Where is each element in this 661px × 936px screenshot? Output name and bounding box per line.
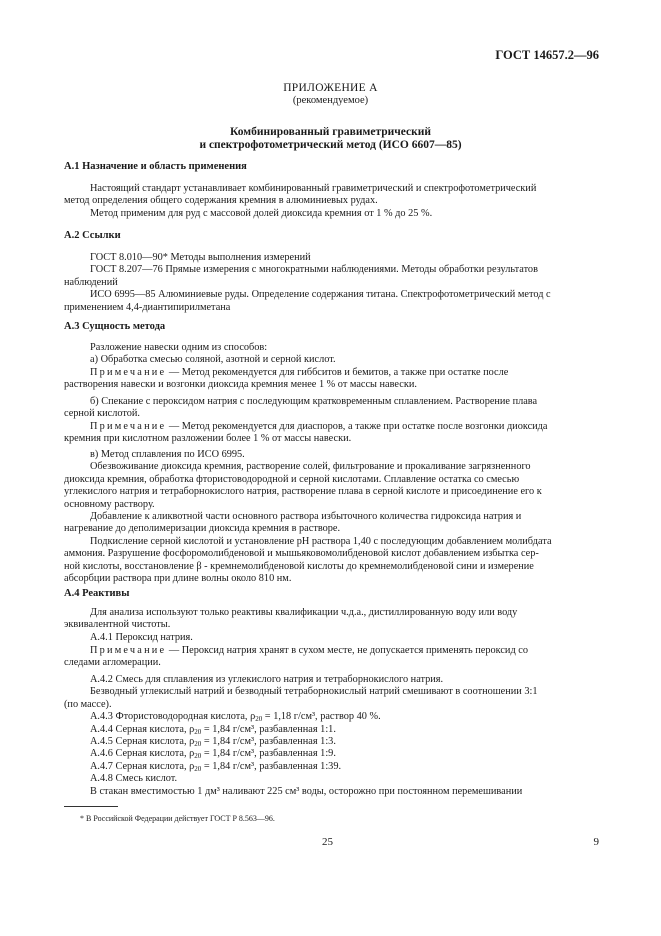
section-a3-item-c [64,449,600,585]
paragraph: основному раствору. [64,498,155,510]
paragraph: ной кислоты, восстановление β - кремнемолибденовой кислоты до кремнемолибденовой сини и измерение [64,560,534,572]
section-a4 [64,588,600,600]
paragraph: Добавление к аликвотной части основного раствора избыточного количества гидроксида натрия и [90,511,522,523]
method-title-line2: и спектрофотометрический метод (ИСО 6607—85) [199,139,462,151]
paragraph: б) Спекание с пероксидом натрия с последующим кратковременным сплавлением. Растворение плава [90,396,538,407]
reagent-item: А.4.6 Серная кислота, $\rho_{20} = 1,84$ г/см³, разбавленная 1:9. [90,748,336,761]
note-text: — Метод рекомендуется для диаспоров, а также при остатке после возгонки диоксида [166,421,548,432]
reagent-item: А.4.3 Фтористоводородная кислота, $\rho_{20} = 1,18$ г/см³, раствор 40 %. [90,711,381,724]
reference-item: ГОСТ 8.010—90* Методы выполнения измерений [90,252,311,263]
section-heading: А.1 Назначение и область применения [64,161,247,172]
reagent-item: А.4.4 Серная кислота, $\rho_{20} = 1,84$ г/см³, разбавленная 1:1. [90,723,336,736]
note-line [64,421,600,433]
paragraph: В стакан вместимостью 1 дм³ наливают 225 см³ воды, осторожно при постоянном перемешивании [90,785,523,797]
page-number-right: 9 [593,836,599,848]
reference-item: применением 4,4-диантипирилметана [64,301,231,313]
note-line [64,645,600,657]
paragraph: Безводный углекислый натрий и безводный тетраборнокислый натрий смешивают в соотношении 3:1 [90,686,538,698]
paragraph: эквивалентной чистоты. [64,619,171,631]
paragraph: метод определения общего содержания кремния в алюминиевых рудах. [64,195,378,207]
paragraph: Разложение навески одним из способов: [90,342,268,353]
section-a4-body [64,607,600,644]
reference-item: наблюдений [64,276,118,288]
paragraph: углекислого натрия и тетраборнокислого натрия, растворение плава в серной кислоте и присоединение его к [64,486,542,498]
reagent-item: А.4.8 Смесь кислот. [90,773,178,785]
paragraph: Метод применим для руд с массовой долей диоксида кремния от 1 % до 25 %. [90,207,433,219]
reagent-item: А.4.7 Серная кислота, $\rho_{20} = 1,84$ г/см³, разбавленная 1:39. [90,760,342,773]
paragraph: Подкисление серной кислотой и установление pH раствора 1,40 с последующим добавлением молибдата [90,535,552,547]
paragraph: Для анализа используют только реактивы квалификации ч.д.а., дистиллированную воду или воду [90,607,518,618]
paragraph: Обезвоживание диоксида кремния, растворение солей, фильтрование и прокаливание загрязненного [90,461,531,473]
paragraph: А.4.1 Пероксид натрия. [90,631,193,643]
method-title-line1: Комбинированный гравиметрический [230,126,431,138]
note-text: — Пероксид натрия хранят в сухом месте, не допускается применять пероксид со [166,645,528,656]
reference-item: ИСО 6995—85 Алюминиевые руды. Определение содержания титана. Спектрофотометрический метод с [90,289,551,301]
section-a1 [64,161,600,173]
reference-item: ГОСТ 8.207—76 Прямые измерения с многократными наблюдениями. Методы обработки результатов [90,264,538,276]
appendix-title: ПРИЛОЖЕНИЕ А [283,82,378,94]
paragraph: диоксида кремния, обработка фтористоводородной и серной кислотами. Сплавление остатка со смесью [64,473,520,485]
note-label: Примечание [90,421,167,432]
footnote-divider [64,806,118,807]
paragraph: (по массе). [64,698,112,710]
paragraph: нагревание до деполимеризации диоксида кремния в растворе. [64,523,341,535]
note-label: Примечание [90,645,167,656]
paragraph: Настоящий стандарт устанавливает комбинированный гравиметрический и спектрофотометрический [90,183,537,194]
document-header: ГОСТ 14657.2—96 [495,48,599,62]
section-a3-body [64,342,600,367]
reagents-list [64,674,600,798]
paragraph: абсорбции раствора при длине волны около 810 нм. [64,573,292,585]
paragraph: а) Обработка смесью соляной, азотной и серной кислот. [90,354,336,366]
page-number-center: 25 [322,836,333,848]
note-3 [64,645,600,670]
note-line: следами агломерации. [64,657,161,669]
note-line [64,367,600,379]
reagent-item: А.4.2 Смесь для сплавления из углекислого натрия и тетраборнокислого натрия. [90,674,444,685]
paragraph: в) Метод сплавления по ИСО 6995. [90,449,245,460]
reagent-item: А.4.5 Серная кислота, $\rho_{20} = 1,84$ г/см³, разбавленная 1:3. [90,736,336,749]
note-line: кремния при кислотном разложении более 1 % от массы навески. [64,433,352,445]
note-label: Примечание [90,367,167,378]
section-heading: А.4 Реактивы [64,588,130,599]
section-heading: А.3 Сущность метода [64,321,166,332]
paragraph: аммония. Разрушение фосфоромолибденовой и мышьяковомолибденовой кислот добавлением избытка сер- [64,548,539,560]
paragraph: серной кислотой. [64,408,140,420]
footnote: * В Российской Федерации действует ГОСТ Р 8.563—96. [80,814,275,823]
section-a2 [64,230,600,242]
section-a2-body [64,252,600,314]
section-a1-body [64,183,600,220]
section-a3-item-b [64,396,600,421]
note-2 [64,421,600,446]
section-a3 [64,321,600,333]
appendix-subtitle: (рекомендуемое) [292,95,369,106]
section-heading: А.2 Ссылки [64,230,121,241]
note-line: растворения навески и возгонки диоксида кремния менее 1 % от массы навески. [64,379,417,391]
note-text: — Метод рекомендуется для гиббситов и бемитов, а также при остатке после [166,367,509,378]
note-1 [64,367,600,392]
